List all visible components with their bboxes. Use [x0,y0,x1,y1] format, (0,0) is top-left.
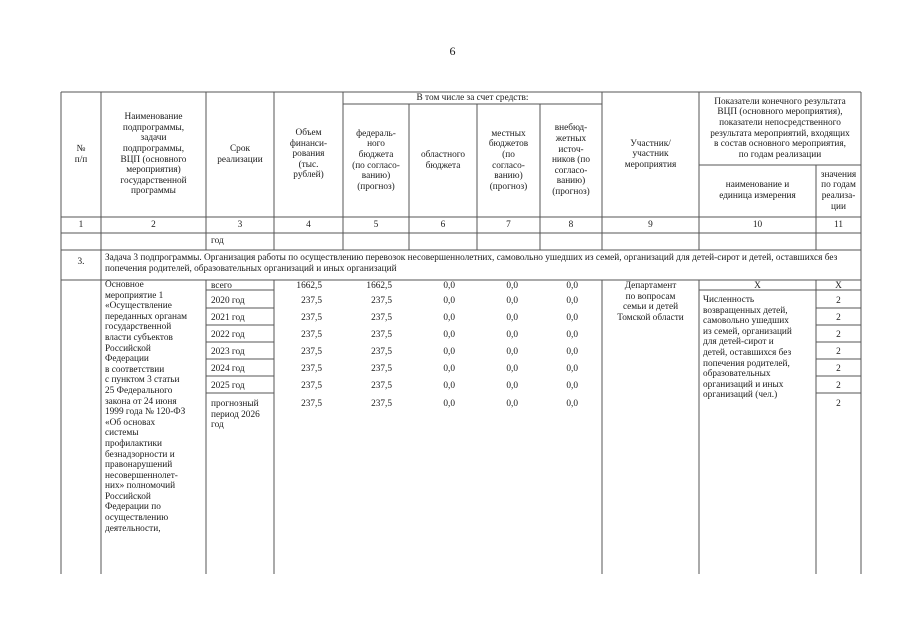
row-1-term: 2020 год [211,296,245,306]
participant: Департамент по вопросам семьи и детей Томской области [617,281,684,323]
task-text: Задача 3 подпрограммы. Организация работы по осуществлению перевозок несовершеннолетних, самовольно ушедших из семей, организаций для детей-сирот и детей, оставшихся без попечения родителей, образовательных организаций и иных организаций [105,253,838,274]
column-number-7: 7 [506,220,511,230]
row-5-volume: 237,5 [301,364,322,374]
row-6-regional: 0,0 [443,381,455,391]
header-col-term: Срок реализации [217,143,263,165]
row-4-indicator-value: 2 [836,347,841,357]
column-number-6: 6 [440,220,446,230]
row-4-federal: 237,5 [371,347,392,357]
indicator-name: Численность возвращенных детей, самовольно ушедших из семей, организаций для детей-сирот и детей, оставшихся без попечения родителей, образовательных организаций и иных организаций (чел.) [703,295,792,401]
row-3-local: 0,0 [506,330,518,340]
row-1-federal: 237,5 [371,296,392,306]
row-7-local: 0,0 [506,399,518,409]
header-col-participant: Участник/ участник мероприятия [624,138,677,170]
header-col-local: местных бюджетов (по согласо- ванию) (прогноз) [488,128,529,192]
row-3-term: 2022 год [211,330,245,340]
row-6-federal: 237,5 [371,381,392,391]
row-1-local: 0,0 [506,296,518,306]
row-2-extra: 0,0 [566,313,578,323]
row-2-local: 0,0 [506,313,518,323]
row-4-extra: 0,0 [566,347,578,357]
column-number-3: 3 [237,220,243,230]
row-1-regional: 0,0 [443,296,455,306]
measure-name: Основное мероприятие 1 «Осуществление переданных органам государственной власти субъектов Российской Федерации в соответствии с пунктом 3 статьи 25 Федерального закона от 24 июня 1999 года № 120-ФЗ «Об основах системы профилактики безнадзорности и правонарушений несовершеннолет- них» полномочий Российской Федерации по осуществлению деятельности, [105,280,188,534]
row-0-extra: 0,0 [566,281,578,291]
header-col-extrabudget: внебюд- жетных источ- ников (по согласо- ванию) (прогноз) [551,123,591,197]
row-4-volume: 237,5 [301,347,322,357]
row-3-federal: 237,5 [371,330,392,340]
header-col-federal: федераль- ного бюджета (по согласо- ванию) (прогноз) [352,128,400,192]
header-indicators-group: Показатели конечного результата ВЦП (основного мероприятия), показатели непосредственного результата мероприятий, входящих в состав основного мероприятия, по годам реализации [710,96,850,160]
row-5-extra: 0,0 [566,364,578,374]
row-6-volume: 237,5 [301,381,322,391]
column-number-11: 11 [834,220,843,230]
column-number-9: 9 [648,220,653,230]
row-4-local: 0,0 [506,347,518,357]
column-number-4: 4 [306,220,311,230]
row-7-volume: 237,5 [301,399,322,409]
row-4-term: 2023 год [211,347,245,357]
row-0-federal: 1662,5 [366,281,392,291]
column-number-5: 5 [373,220,379,230]
row-4-regional: 0,0 [443,347,455,357]
row-2-term: 2021 год [211,313,245,323]
row-2-indicator-value: 2 [836,313,841,323]
header-col-volume: Объем финанси- рования (тыс. рублей) [289,128,328,181]
row-7-indicator-value: 2 [836,399,841,409]
row-1-indicator-value: 2 [836,296,841,306]
row-0-local: 0,0 [506,281,518,291]
row-6-indicator-value: 2 [836,381,841,391]
row-3-indicator-value: 2 [836,330,841,340]
header-col-indicator-values: значения по годам реализа- ции [820,169,857,212]
header-funding-group: В том числе за счет средств: [416,92,529,103]
row-3-volume: 237,5 [301,330,322,340]
row-7-extra: 0,0 [566,399,578,409]
row-5-indicator-value: 2 [836,364,841,374]
header-col-indicator-name: наименование и единица измерения [719,180,796,201]
header-col-number: № п/п [74,143,88,165]
row-7-federal: 237,5 [371,399,392,409]
row-7-regional: 0,0 [443,399,455,409]
header-col-regional: областного бюджета [421,149,465,171]
row-5-term: 2024 год [211,364,245,374]
row-3-regional: 0,0 [443,330,455,340]
row-1-volume: 237,5 [301,296,322,306]
row-6-term: 2025 год [211,381,245,391]
task-number: 3. [77,257,85,267]
column-number-8: 8 [568,220,574,230]
indicator-value-header: Х [835,281,842,291]
row-0-volume: 1662,5 [296,281,322,291]
row-2-federal: 237,5 [371,313,392,323]
row-2-regional: 0,0 [443,313,455,323]
row-3-extra: 0,0 [566,330,578,340]
row-2-volume: 237,5 [301,313,322,323]
row-1-extra: 0,0 [566,296,578,306]
row-7-term: прогнозный период 2026 год [211,399,260,431]
column-number-2: 2 [151,220,156,230]
row-5-federal: 237,5 [371,364,392,374]
row-0-term: всего [211,281,232,291]
page-number: 6 [449,44,456,58]
row-5-local: 0,0 [506,364,518,374]
row-6-local: 0,0 [506,381,518,391]
column-number-1: 1 [78,220,84,230]
row-0-regional: 0,0 [443,281,455,291]
indicator-name-header: Х [754,281,761,291]
column-number-10: 10 [752,220,763,230]
row-6-extra: 0,0 [566,381,578,391]
header-col-name: Наименование подпрограммы, задачи подпрограммы, ВЦП (основного мероприятия) государственной программы [120,112,187,197]
row-5-regional: 0,0 [443,364,455,374]
carry-over-text: год [211,236,224,246]
